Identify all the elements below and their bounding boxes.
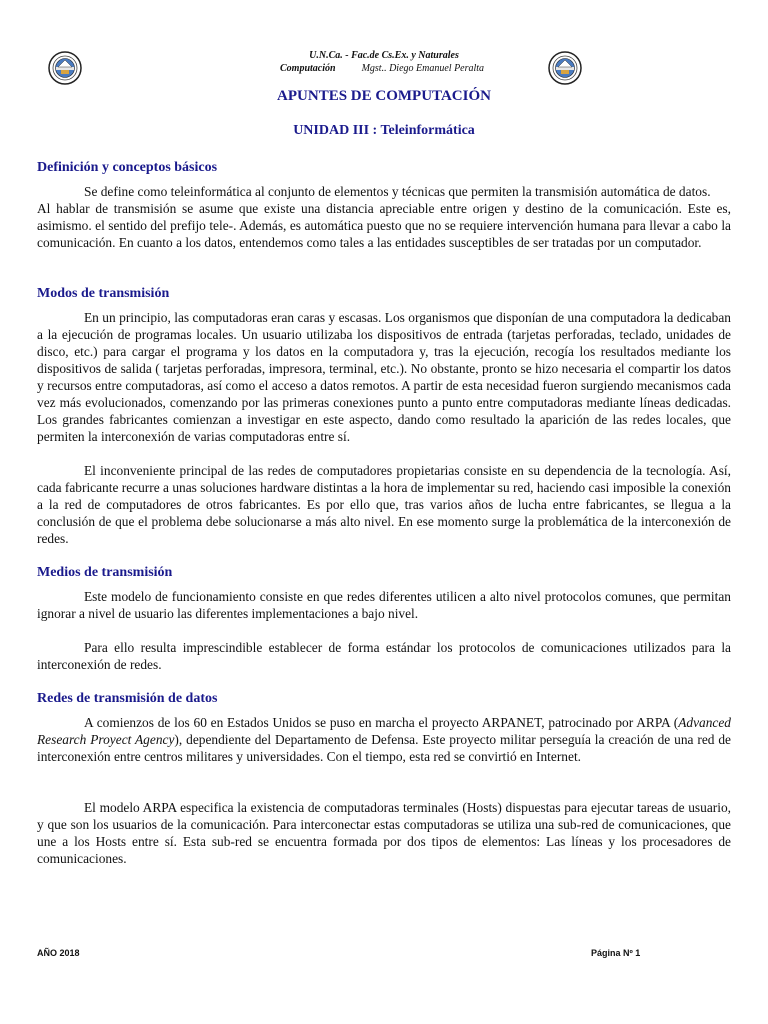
page-title: APUNTES DE COMPUTACIÓN bbox=[277, 88, 491, 104]
page-subtitle: UNIDAD III : Teleinformática bbox=[293, 123, 475, 138]
document-body bbox=[37, 159, 731, 867]
emphasized-text: Advanced Research Proyect Agency bbox=[37, 715, 731, 747]
paragraph: Se define como teleinformática al conjunto de elementos y técnicas que permiten la transmisión automática de datos. bbox=[84, 184, 711, 199]
paragraph: Este modelo de funcionamiento consiste en que redes diferentes utilicen a alto nivel protocolos comunes, que permitan ignorar a nivel de usuario las diferentes implementaciones a bajo nivel. bbox=[37, 589, 731, 621]
paragraph: Al hablar de transmisión se asume que existe una distancia apreciable entre origen y destino de la comunicación. Este es, asimismo. el sentido del prefijo tele-. Además, es automática puesto que no se requiere intervención humana para llevar a cabo la comunicación. En cuanto a los datos, entendemos como tales a las entidades susceptibles de ser tratadas por un computador. bbox=[37, 201, 731, 250]
paragraph-text: A comienzos de los 60 en Estados Unidos se puso en marcha el proyecto ARPANET, patrocinado por ARPA ( bbox=[84, 715, 679, 730]
footer-page-number: Página Nº 1 bbox=[591, 948, 641, 958]
paragraph bbox=[37, 714, 731, 765]
header-department: Computación bbox=[280, 63, 336, 74]
header-line2 bbox=[280, 63, 484, 74]
paragraph: El modelo ARPA especifica la existencia de computadoras terminales (Hosts) dispuestas para ejecutar tareas de usuario, y que son los usuarios de la comunicación. Para interconectar estas computadoras se utiliza una sub-red de comunicaciones, que une a los Hosts entre sí. Esta sub-red se encuentra formada por dos tipos de elementos: Las líneas y los procesadores de comunicaciones. bbox=[37, 800, 731, 866]
header-institution: U.N.Ca. - Fac.de Cs.Ex. y Naturales bbox=[309, 50, 459, 61]
footer-year: AÑO 2018 bbox=[37, 948, 80, 958]
paragraph: El inconveniente principal de las redes de computadores propietarias consiste en su dependencia de la tecnología. Así, cada fabricante recurre a unas soluciones hardware distintas a la hora de implementar su red, haciendo casi imposible la conexión a la red de computadores de otros fabricantes. Es por ello que, tras varios años de lucha entre fabricantes, se llegua a la conclusión de que el problema debe solucionarse a más alto nivel. En ese momento surge la problemática de la interconexión de redes. bbox=[37, 463, 731, 546]
paragraph: En un principio, las computadoras eran caras y escasas. Los organismos que disponían de una computadora la dedicaban a la ejecución de programas locales. Un usuario utilizaba los dispositivos de entrada (tarjetas perforadas, teclado, unidades de disco, etc.) para cargar el programa y los datos en la computadora y, tras la ejecución, recogía los resultados mediante los dispositivos de salida ( tarjetas perforadas, impresora, terminal, etc.). No obstante, pronto se hizo necesaria el compartir los datos y recursos entre computadoras, así como el acceso a datos remotos. A partir de esta necesidad fueron surgiendo mecanismos cada vez más evolucionados, comenzando por las primeras conexiones punto a punto entre computadoras mediante líneas dedicadas. Los grandes fabricantes comienzan a investigar en este aspecto, dando como resultado la aparición de las redes locales, que permiten la interconexión de varias computadoras entre sí. bbox=[37, 310, 731, 444]
paragraph: Para ello resulta imprescindible establecer de forma estándar los protocolos de comunicaciones utilizados para la interconexión de redes. bbox=[37, 640, 731, 672]
section-heading-definicion: Definición y conceptos básicos bbox=[37, 160, 218, 175]
paragraph-text: ), dependiente del Departamento de Defensa. Este proyecto militar perseguía la creación de una red de interconexión entre centros militares y universidades. Con el tiempo, esta red se convirtió en Internet. bbox=[37, 732, 731, 764]
section-heading-redes: Redes de transmisión de datos bbox=[37, 691, 218, 706]
section-heading-medios: Medios de transmisión bbox=[37, 565, 173, 580]
section-heading-modos: Modos de transmisión bbox=[37, 286, 170, 301]
header-author: Mgst.. Diego Emanuel Peralta bbox=[361, 63, 485, 74]
